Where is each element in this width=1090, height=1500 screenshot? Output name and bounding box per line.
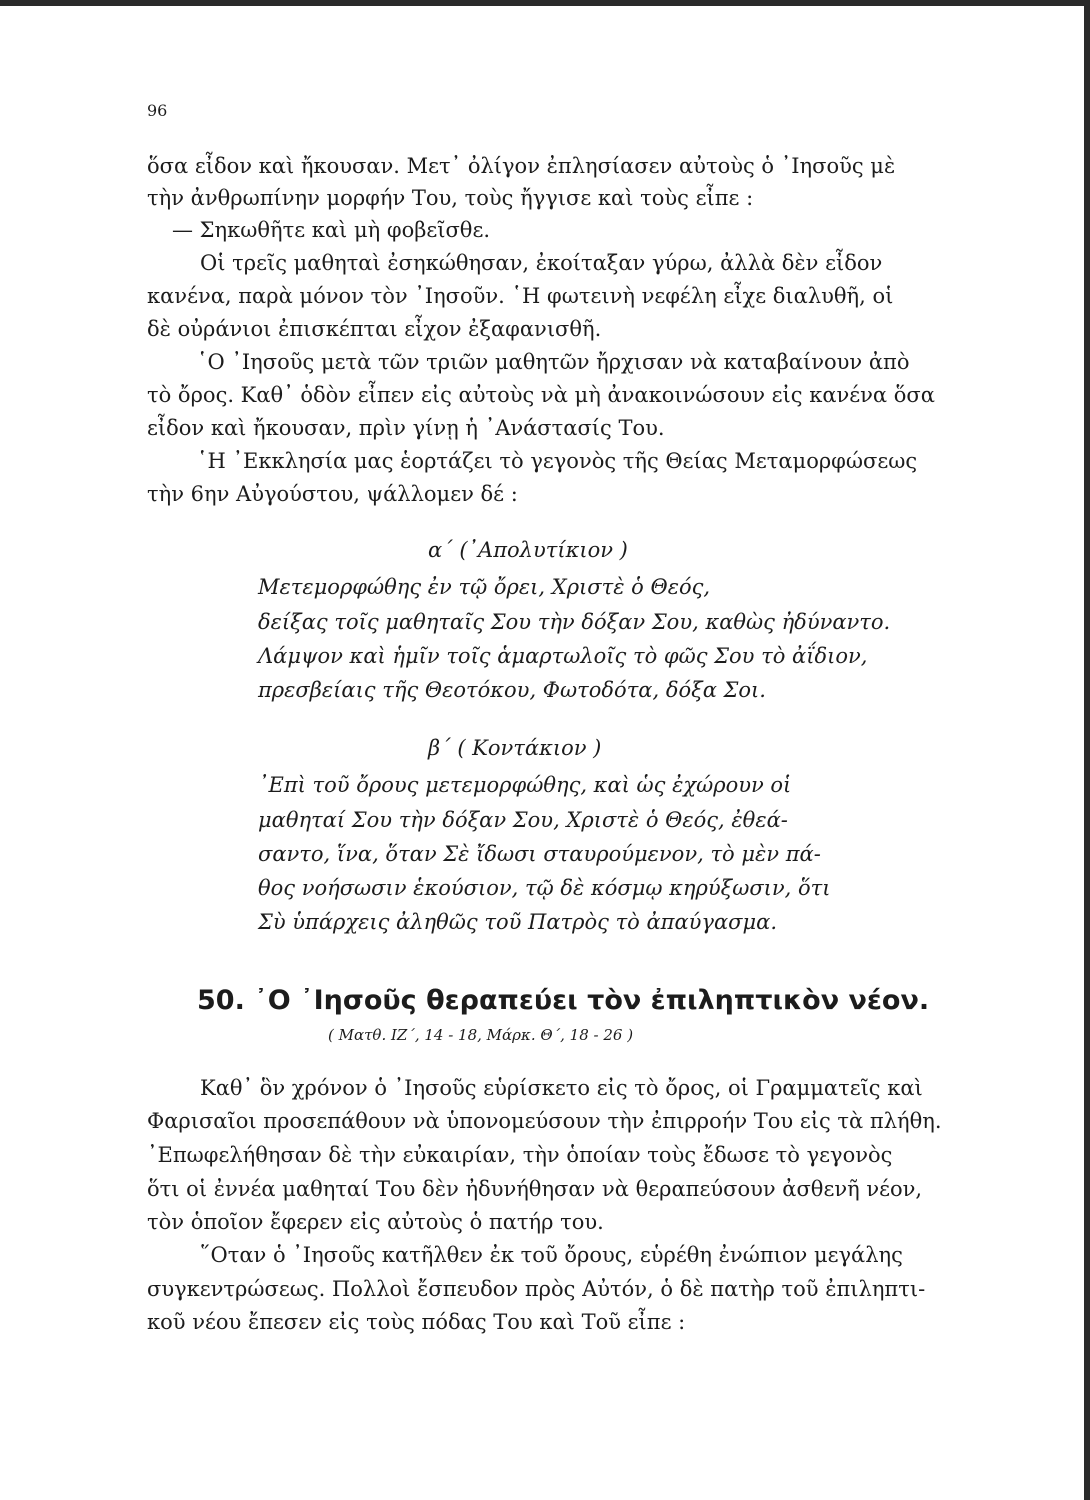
hymn-label: β΄ ( Κοντάκιον ) xyxy=(428,736,602,760)
hymn-line: μαθηταί Σου τὴν δόξαν Σου, Χριστὲ ὁ Θεός, ἐθεά- xyxy=(258,808,788,832)
text-line: Καθ᾿ ὃν χρόνον ὁ ᾿Ιησοῦς εὑρίσκετο εἰς τὸ ὄρος, οἱ Γραμματεῖς καὶ xyxy=(200,1076,923,1100)
text-line: Φαρισαῖοι προσεπάθουν νὰ ὑπονομεύσουν τὴν ἐπιρροήν Του εἰς τὰ πλήθη. xyxy=(147,1109,942,1133)
page-number: 96 xyxy=(147,101,168,120)
text-line: εἶδον καὶ ἤκουσαν, πρὶν γίνῃ ἡ ᾿Ανάστασίς Του. xyxy=(147,416,665,440)
text-line: δὲ οὐράνιοι ἐπισκέπται εἶχον ἐξαφανισθῆ. xyxy=(147,317,602,341)
scripture-reference: ( Ματθ. ΙΖ΄, 14 - 18, Μάρκ. Θ΄, 18 - 26 ) xyxy=(328,1026,634,1044)
hymn-label: α΄ (᾿Απολυτίκιον ) xyxy=(428,538,628,562)
text-line: τὴν ἀνθρωπίνην μορφήν Του, τοὺς ἤγγισε καὶ τοὺς εἶπε : xyxy=(147,186,754,210)
hymn-line: θος νοήσωσιν ἑκούσιον, τῷ δὲ κόσμῳ κηρύξωσιν, ὅτι xyxy=(258,876,831,900)
section-heading: 50. ᾿Ο ᾿Ιησοῦς θεραπεύει τὸν ἐπιληπτικὸν νέον. xyxy=(197,985,930,1016)
text-line: συγκεντρώσεως. Πολλοὶ ἔσπευδον πρὸς Αὐτόν, ὁ δὲ πατὴρ τοῦ ἐπιληπτι- xyxy=(147,1277,926,1301)
text-line: τὴν 6ην Αὐγούστου, ψάλλομεν δέ : xyxy=(147,482,518,506)
text-line: ῞Οταν ὁ ᾿Ιησοῦς κατῆλθεν ἐκ τοῦ ὄρους, εὑρέθη ἐνώπιον μεγάλης xyxy=(200,1243,903,1267)
text-line: ῾Ο ᾿Ιησοῦς μετὰ τῶν τριῶν μαθητῶν ἤρχισαν νὰ καταβαίνουν ἀπὸ xyxy=(197,350,910,374)
text-line: — Σηκωθῆτε καὶ μὴ φοβεῖσθε. xyxy=(172,218,491,242)
hymn-line: πρεσβείαις τῆς Θεοτόκου, Φωτοδότα, δόξα Σοι. xyxy=(258,678,766,702)
text-line: τὸ ὄρος. Καθ᾿ ὁδὸν εἶπεν εἰς αὐτοὺς νὰ μὴ ἀνακοινώσουν εἰς κανένα ὅσα xyxy=(147,383,935,407)
hymn-line: δείξας τοῖς μαθηταῖς Σου τὴν δόξαν Σου, καθὼς ἠδύναντο. xyxy=(258,610,891,634)
text-line: κανένα, παρὰ μόνον τὸν ᾿Ιησοῦν. ῾Η φωτεινὴ νεφέλη εἶχε διαλυθῆ, οἱ xyxy=(147,284,894,308)
text-line: Οἱ τρεῖς μαθηταὶ ἐσηκώθησαν, ἐκοίταξαν γύρω, ἀλλὰ δὲν εἶδον xyxy=(200,251,883,275)
text-line: ὅσα εἶδον καὶ ἤκουσαν. Μετ᾿ ὀλίγον ἐπλησίασεν αὐτοὺς ὁ ᾿Ιησοῦς μὲ xyxy=(147,154,896,178)
text-line: ῾Η ᾿Εκκλησία μας ἑορτάζει τὸ γεγονὸς τῆς Θείας Μεταμορφώσεως xyxy=(197,449,918,473)
hymn-line: Μετεμορφώθης ἐν τῷ ὄρει, Χριστὲ ὁ Θεός, xyxy=(258,575,711,599)
text-line: κοῦ νέου ἔπεσεν εἰς τοὺς πόδας Του καὶ Τοῦ εἶπε : xyxy=(147,1310,686,1334)
scan-border-top xyxy=(0,0,1090,6)
hymn-line: Σὺ ὑπάρχεις ἀληθῶς τοῦ Πατρὸς τὸ ἀπαύγασμα. xyxy=(258,910,778,934)
text-line: τὸν ὁποῖον ἔφερεν εἰς αὐτοὺς ὁ πατήρ του. xyxy=(147,1210,604,1234)
text-line: ᾿Επωφελήθησαν δὲ τὴν εὐκαιρίαν, τὴν ὁποίαν τοὺς ἔδωσε τὸ γεγονὸς xyxy=(147,1143,893,1167)
text-line: ὅτι οἱ ἐννέα μαθηταί Του δὲν ἠδυνήθησαν νὰ θεραπεύσουν ἀσθενῆ νέον, xyxy=(147,1177,923,1201)
hymn-line: σαντο, ἵνα, ὅταν Σὲ ἴδωσι σταυρούμενον, τὸ μὲν πά- xyxy=(258,842,821,866)
hymn-line: Λάμψον καὶ ἡμῖν τοῖς ἁμαρτωλοῖς τὸ φῶς Σου τὸ ἀΐδιον, xyxy=(258,644,868,668)
hymn-line: ᾿Επὶ τοῦ ὄρους μετεμορφώθης, καὶ ὡς ἐχώρουν οἱ xyxy=(258,773,792,797)
scan-border-right xyxy=(1084,0,1090,1500)
